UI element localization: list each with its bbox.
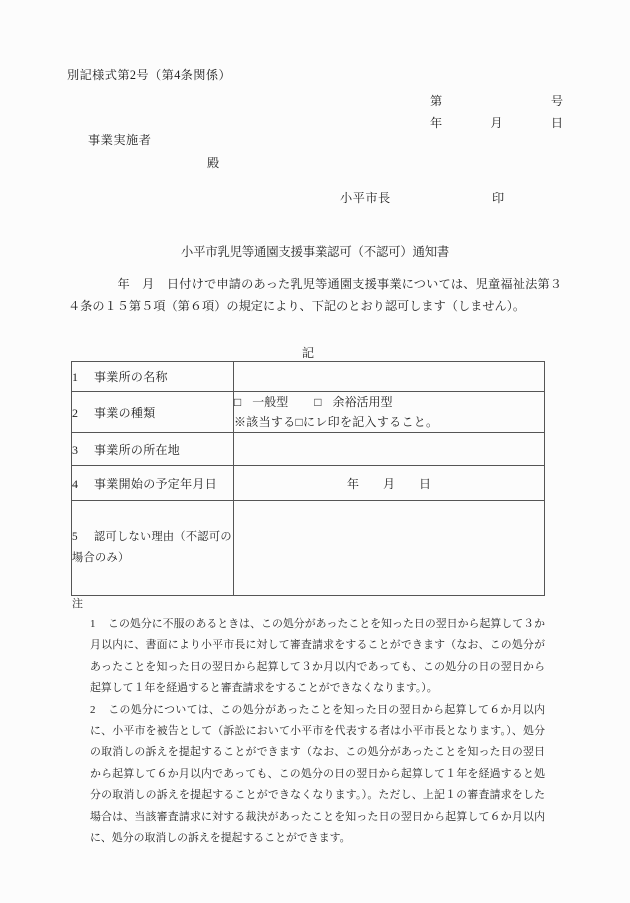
issuer-title: 小平市長 xyxy=(340,191,391,205)
row-label: 認可しない理由（不認可の場合のみ） xyxy=(72,531,232,564)
details-table xyxy=(71,361,545,596)
row-number: 3 xyxy=(72,442,79,457)
date-day-label: 日 xyxy=(550,116,563,130)
option-general-label: 一般型 xyxy=(252,395,289,409)
row-number: 1 xyxy=(72,370,79,384)
doc-number-prefix: 第 xyxy=(430,94,443,108)
row-value-start-date: 年 月 日 xyxy=(234,466,545,501)
note-item xyxy=(90,614,545,700)
note-text: この処分については、この処分があったことを知った日の翌日から起算して６か月以内に、小平市を被告として（訴訟において小平市を代表する者は小平市長となります。）、処分の取消しの訴えを提起することができます（なお、この処分があったことを知った日の翌日から起算して６か月以内であっても、この処分の日の翌日から起算して１年を経過すると処分の取消しの訴えを提起することができなくなります。）。ただし、上記１の審査請求をした場合は、当該審査請求に対する裁決があったことを知った日の翌日から起算して６か月以内に、処分の取消しの訴えを提起することができます。 xyxy=(90,703,545,845)
row-label-cell xyxy=(72,466,234,501)
doc-number-suffix: 号 xyxy=(550,94,563,108)
row-label-cell xyxy=(72,392,234,433)
note-text: この処分に不服のあるときは、この処分があったことを知った日の翌日から起算して３か月以内に、書面により小平市長に対して審査請求をすることができます（なお、この処分があったことを知った日の翌日から起算して３か月以内であっても、この処分の日の翌日から起算して１年を経過すると審査請求をすることができなくなります。）。 xyxy=(90,618,545,695)
table-row-start-date xyxy=(72,466,545,501)
row-number: 5 xyxy=(72,531,78,543)
note-number: 1 xyxy=(90,618,96,630)
date-year-label: 年 xyxy=(430,116,443,130)
addressee-label: 事業実施者 xyxy=(88,133,152,147)
notes-heading: 注 xyxy=(72,598,83,610)
issue-date-line xyxy=(430,116,563,130)
table-row-business-type xyxy=(72,392,545,433)
note-number: 2 xyxy=(90,703,96,716)
option-yoyu-label: 余裕活用型 xyxy=(332,395,393,409)
row-label-cell xyxy=(72,433,234,466)
document-title: 小平市乳児等通園支援事業認可（不認可）通知書 xyxy=(180,245,450,259)
doc-number-line xyxy=(430,94,563,108)
row-value-address xyxy=(234,433,545,466)
note-item xyxy=(90,700,545,850)
row-label: 事業所の所在地 xyxy=(94,442,181,457)
table-row-business-name xyxy=(72,362,545,392)
row-value-business-type xyxy=(234,392,545,433)
row-number: 4 xyxy=(72,476,79,491)
notes-block xyxy=(90,614,545,849)
ki-heading: 記 xyxy=(301,346,315,360)
table-row-denial-reason xyxy=(72,501,545,596)
checkbox-yoyu-icon: □ xyxy=(314,395,322,409)
seal-mark: 印 xyxy=(492,191,505,205)
addressee-honorific: 殿 xyxy=(207,156,220,170)
table-row-address xyxy=(72,433,545,466)
body-paragraph: 年 月 日付けで申請のあった乳児等通園支援事業については、児童福祉法第３４条の１５第５項（第６項）の規定により、下記のとおり認可します（しません）。 xyxy=(68,277,562,313)
business-type-options xyxy=(234,392,544,413)
row-label: 事業の種類 xyxy=(94,405,156,420)
row-label-cell xyxy=(72,362,234,392)
row-number: 2 xyxy=(72,405,79,420)
date-month-label: 月 xyxy=(490,116,503,130)
row-value-business-name xyxy=(234,362,545,392)
row-label-cell xyxy=(72,501,234,596)
checkbox-instruction: ※該当する□にレ印を記入すること。 xyxy=(234,414,439,429)
row-label: 事業開始の予定年月日 xyxy=(94,476,218,491)
row-label: 事業所の名称 xyxy=(94,370,168,384)
row-value-denial-reason xyxy=(234,501,545,596)
form-reference: 別記様式第2号（第4条関係） xyxy=(67,68,232,82)
checkbox-general-icon: □ xyxy=(234,395,242,409)
